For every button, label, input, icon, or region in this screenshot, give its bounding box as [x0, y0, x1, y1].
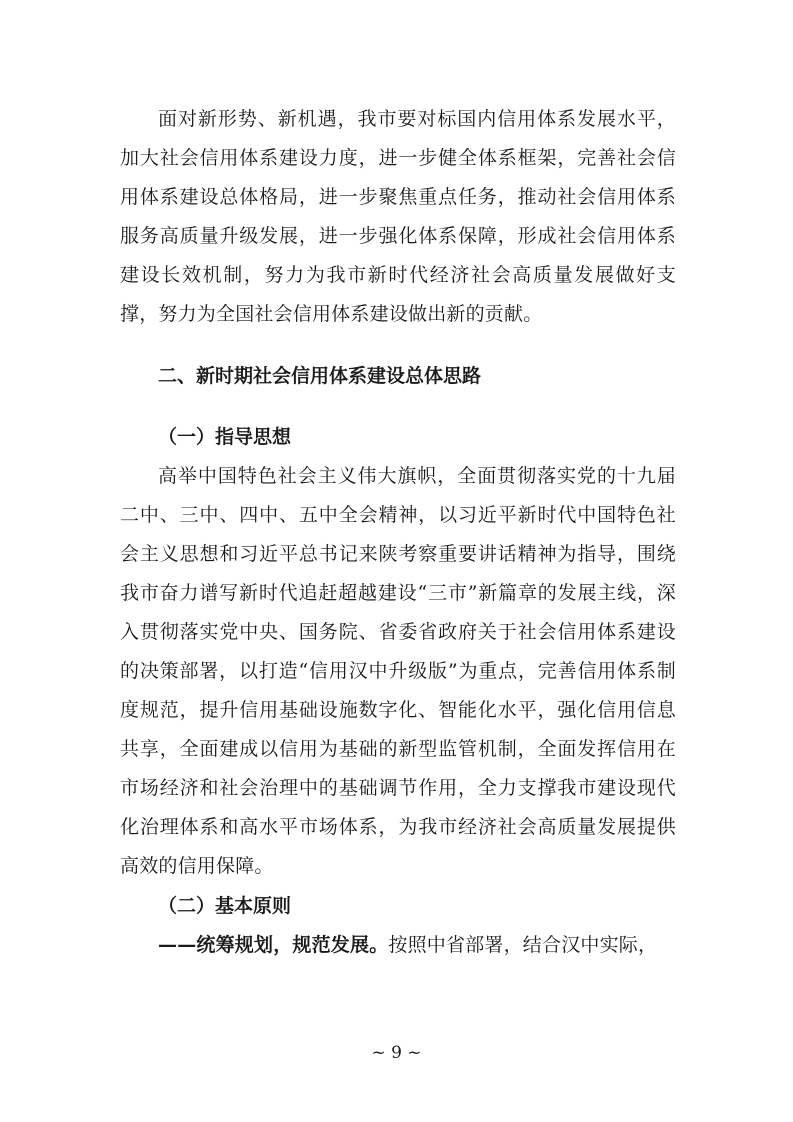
subsection-heading-basic-principles: （二）基本原则 [158, 895, 292, 917]
principle-paragraph [120, 926, 676, 965]
section-heading: 二、新时期社会信用体系建设总体思路 [158, 365, 482, 387]
principle-body: 按照中省部署，结合汉中实际， [388, 934, 658, 956]
guiding-ideology-paragraph: 高举中国特色社会主义伟大旗帜，全面贯彻落实党的十九届二中、三中、四中、五中全会精神，以习近平新时代中国特色社会主义思想和习近平总书记来陕考察重要讲话精神为指导，围绕我市奋力谱写新时代追赶超越建设“三市”新篇章的发展主线，深入贯彻落实党中央、国务院、省委省政府关于社会信用体系建设的决策部署，以打造“信用汉中升级版”为重点，完善信用体系制度规范，提升信用基础设施数字化、智能化水平，强化信用信息共享，全面建成以信用为基础的新型监管机制，全面发挥信用在市场经济和社会治理中的基础调节作用，全力支撑我市建设现代化治理体系和高水平市场体系，为我市经济社会高质量发展提供高效的信用保障。 [120, 465, 676, 877]
page-number: ~ 9 ~ [371, 1043, 422, 1063]
document-body [120, 100, 676, 965]
intro-paragraph: 面对新形势、新机遇，我市要对标国内信用体系发展水平，加大社会信用体系建设力度，进一步健全体系框架，完善社会信用体系建设总体格局，进一步聚焦重点任务，推动社会信用体系服务高质量升级发展，进一步强化体系保障，形成社会信用体系建设长效机制，努力为我市新时代经济社会高质量发展做好支撑，努力为全国社会信用体系建设做出新的贡献。 [120, 108, 676, 325]
subsection-heading-guiding-ideology: （一）指导思想 [158, 426, 292, 448]
principle-lead: ——统筹规划，规范发展。 [158, 934, 389, 956]
